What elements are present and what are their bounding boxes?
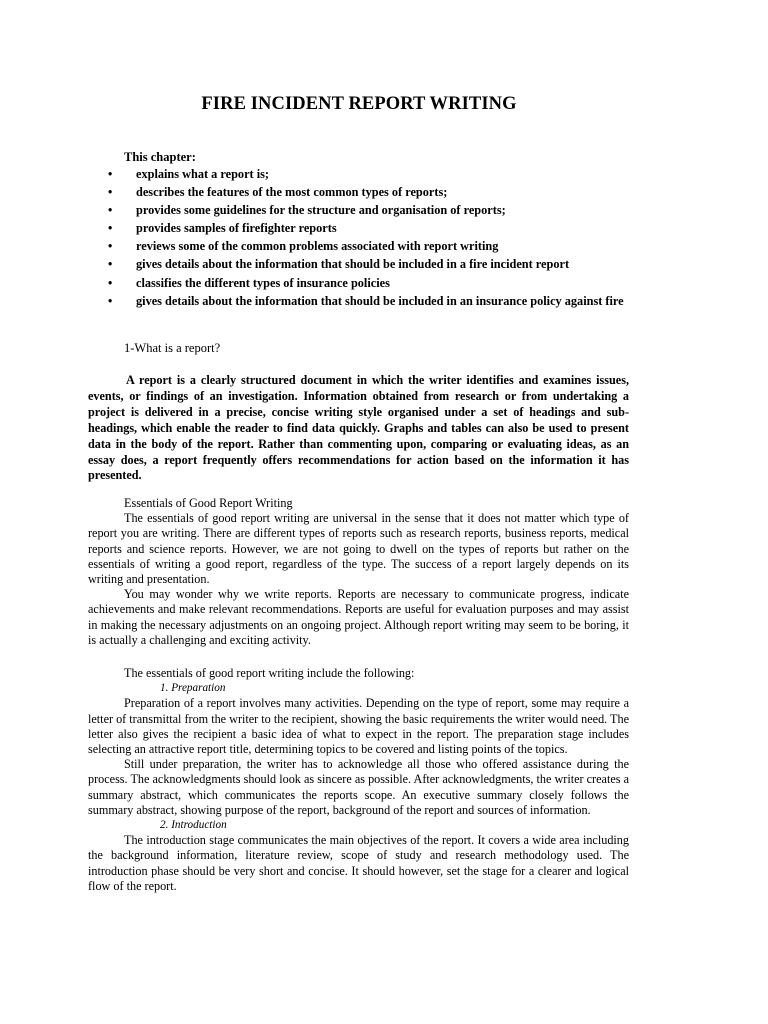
essentials-paragraph: You may wonder why we write reports. Reports are necessary to communicate progress, indicate achievements and make relevant recommendations. Reports are useful for evaluation purposes and may assist in making the necessary adjustments on an ongoing project. Although report writing may seem to be boring, it is actually a challenging and exciting activity. [88,587,629,647]
chapter-bullet-list [108,167,632,312]
bullet-text: provides some guidelines for the structure and organisation of reports; [136,203,506,218]
preparation-paragraph: Still under preparation, the writer has to acknowledge all those who offered assistance during the process. The acknowledgments should look as sincere as possible. After acknowledgments, the writer creates a summary abstract, which communicates the reports scope. An executive summary closely follows the summary abstract, showing purpose of the report, background of the report and sources of information. [88,757,629,817]
essentials-list-section [88,666,629,894]
bullet-text: gives details about the information that should be included in a fire incident report [136,257,570,272]
bullet-text: reviews some of the common problems associated with report writing [136,239,499,254]
report-definition-paragraph: A report is a clearly structured document in which the writer identifies and examines issues, events, or findings of an investigation. Information obtained from research or from undertaking a project is delivered in a precise, concise writing style organised under a set of headings and sub-headings, which enable the reader to find data quickly. Graphs and tables can also be used to present data in the body of the report. Rather than commenting upon, comparing or evaluating ideas, as an essay does, a report frequently offers recommendations for action based on the information it has presented. [88,373,629,483]
introduction-paragraph: The introduction stage communicates the main objectives of the report. It covers a wide area including the background information, literature review, scope of study and research methodology used. The introduction phase should be very short and concise. It should however, set the stage for a clearer and logical flow of the report. [88,833,629,893]
essentials-section [88,496,629,648]
list-item [108,221,632,236]
essentials-paragraph: The essentials of good report writing are universal in the sense that it does not matter which type of report you are writing. There are different types of reports such as research reports, business reports, medical reports and science reports. However, we are not going to dwell on the types of reports but rather on the essentials of writing a good report, regardless of the type. The success of a report largely depends on its writing and presentation. [88,511,629,587]
bullet-text: classifies the different types of insurance policies [136,275,390,290]
bullet-text: gives details about the information that should be included in an insurance policy against fire [136,293,624,308]
bullet-icon: • [108,203,113,218]
preparation-heading: 1. Preparation [160,682,226,695]
preparation-paragraph: Preparation of a report involves many activities. Depending on the type of report, some may require a letter of transmittal from the writer to the recipient, showing the basic requirements the writer would need. The letter also gives the recipient a basic idea of what to expect in the report. The preparation stage includes selecting an attractive report title, determining topics to be covered and listing points of the topics. [88,696,629,757]
list-item [108,257,632,272]
document-title: FIRE INCIDENT REPORT WRITING [201,94,517,114]
bullet-icon: • [108,293,113,308]
bullet-icon: • [108,257,113,272]
list-item [108,276,632,291]
essentials-list-intro: The essentials of good report writing include the following: [124,666,415,680]
bullet-text: describes the features of the most common types of reports; [136,185,448,200]
introduction-heading: 2. Introduction [160,819,227,832]
bullet-icon: • [108,275,113,290]
chapter-intro: This chapter: [124,150,196,164]
list-item [108,185,632,200]
list-item [108,294,632,309]
list-item [108,203,632,218]
bullet-text: explains what a report is; [136,167,269,181]
section-heading-what-is-report: 1-What is a report? [124,341,221,355]
bullet-icon: • [108,167,113,181]
bullet-icon: • [108,239,113,254]
bullet-icon: • [108,185,113,200]
essentials-heading: Essentials of Good Report Writing [124,496,293,510]
list-item [108,239,632,254]
bullet-icon: • [108,221,113,236]
bullet-text: provides samples of firefighter reports [136,221,337,236]
list-item [108,167,632,182]
